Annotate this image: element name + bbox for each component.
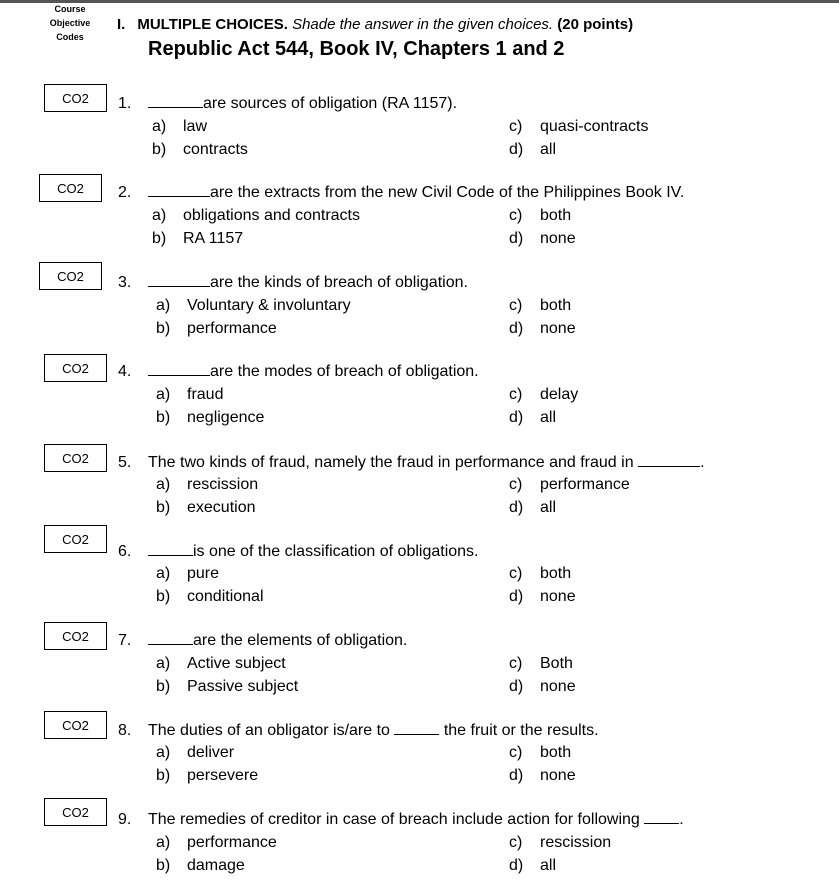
choice-text: negligence xyxy=(187,408,265,426)
choice-text: delay xyxy=(540,386,579,403)
choice-d xyxy=(509,586,576,609)
objective-code-box: CO2 xyxy=(39,174,102,202)
question-stem xyxy=(148,272,468,295)
section-instruction: Shade the answer in the given choices. xyxy=(292,16,554,33)
choice-text: both xyxy=(540,207,572,224)
choice-letter: c) xyxy=(509,118,523,135)
choice-letter: d) xyxy=(509,766,524,784)
choice-b xyxy=(156,855,245,878)
choice-letter: d) xyxy=(509,677,524,695)
choice-text: both xyxy=(540,297,572,314)
choice-letter: a) xyxy=(156,386,171,403)
choice-c xyxy=(509,384,578,407)
choice-text: performance xyxy=(540,476,630,493)
choice-b xyxy=(156,497,256,520)
choice-c xyxy=(509,832,611,855)
choice-d xyxy=(509,855,556,878)
choice-text: all xyxy=(540,408,557,426)
choice-a xyxy=(156,653,286,676)
question-number: 3. xyxy=(118,274,132,291)
choice-d xyxy=(509,228,576,251)
choice-text: Voluntary & involuntary xyxy=(187,297,351,314)
choice-a xyxy=(156,384,223,407)
code-divider-line xyxy=(106,84,107,112)
choice-d xyxy=(509,676,576,699)
code-divider-line xyxy=(106,354,107,382)
choice-a xyxy=(156,742,234,765)
objective-code-box: CO2 xyxy=(44,798,107,826)
question-stem xyxy=(148,93,457,116)
code-divider-line xyxy=(106,798,107,826)
choice-letter: a) xyxy=(156,655,171,672)
choice-letter: c) xyxy=(509,655,523,672)
choice-text: Passive subject xyxy=(187,677,299,695)
choice-c xyxy=(509,653,573,676)
page-top-border xyxy=(0,0,839,3)
choice-a xyxy=(152,116,207,139)
stem-text-after: are sources of obligation (RA 1157). xyxy=(203,95,458,112)
choice-text: none xyxy=(540,229,576,247)
choice-text: execution xyxy=(187,498,256,516)
section-instructions xyxy=(117,16,633,33)
choice-d xyxy=(509,497,556,520)
stem-text-after: . xyxy=(700,454,705,471)
question-stem xyxy=(148,452,705,475)
section-points: (20 points) xyxy=(557,16,634,33)
choice-c xyxy=(509,742,571,765)
question-stem xyxy=(148,809,684,832)
question-stem xyxy=(148,541,479,564)
choice-text: Active subject xyxy=(187,655,286,672)
choice-letter: d) xyxy=(509,319,524,337)
section-number: I. xyxy=(117,16,126,33)
stem-text-after: are the extracts from the new Civil Code of the Philippines Book IV. xyxy=(210,184,685,201)
choice-b xyxy=(156,586,264,609)
question-number: 4. xyxy=(118,363,132,380)
code-divider-line xyxy=(106,622,107,650)
choice-letter: c) xyxy=(509,297,523,314)
choice-text: none xyxy=(540,587,576,605)
choice-text: obligations and contracts xyxy=(183,207,360,224)
choice-letter: b) xyxy=(156,408,171,426)
choice-a xyxy=(156,474,258,497)
choice-text: deliver xyxy=(187,744,235,761)
choice-a xyxy=(156,295,351,318)
choice-letter: c) xyxy=(509,834,523,851)
choice-text: quasi-contracts xyxy=(540,118,649,135)
choice-text: none xyxy=(540,677,576,695)
question-number: 5. xyxy=(118,454,132,471)
choice-letter: b) xyxy=(156,587,171,605)
section-label: MULTIPLE CHOICES. xyxy=(137,16,288,33)
choice-letter: d) xyxy=(509,856,524,874)
choice-d xyxy=(509,139,556,162)
stem-text-before: The duties of an obligator is/are to xyxy=(148,722,390,739)
choice-a xyxy=(156,563,219,586)
choice-letter: a) xyxy=(156,297,171,314)
choice-text: rescission xyxy=(187,476,259,493)
header-line-2: Objective xyxy=(49,18,91,28)
choice-b xyxy=(152,228,243,251)
choice-a xyxy=(152,205,360,228)
choice-text: pure xyxy=(187,565,220,582)
code-divider-line xyxy=(106,711,107,739)
objective-code-box: CO2 xyxy=(44,711,107,739)
stem-text-before: The two kinds of fraud, namely the fraud in performance and fraud in xyxy=(148,454,634,471)
answer-blank xyxy=(148,630,193,645)
answer-blank xyxy=(394,720,439,735)
question-stem xyxy=(148,182,684,205)
choice-text: none xyxy=(540,766,576,784)
answer-blank xyxy=(638,452,700,467)
choice-letter: c) xyxy=(509,744,523,761)
choice-letter: d) xyxy=(509,229,524,247)
choice-c xyxy=(509,474,630,497)
choice-letter: a) xyxy=(156,834,171,851)
choice-letter: a) xyxy=(152,207,167,224)
choice-b xyxy=(156,765,258,788)
choice-letter: b) xyxy=(156,856,171,874)
choice-letter: a) xyxy=(156,565,171,582)
choice-text: all xyxy=(540,140,557,158)
choice-text: RA 1157 xyxy=(183,229,244,247)
question-number: 1. xyxy=(118,95,132,112)
choice-d xyxy=(509,318,576,341)
stem-text-after: are the elements of obligation. xyxy=(193,632,408,649)
question-number: 2. xyxy=(118,184,132,201)
stem-text-after: are the modes of breach of obligation. xyxy=(210,363,479,380)
stem-text-after: are the kinds of breach of obligation. xyxy=(210,274,468,291)
code-divider-line xyxy=(106,444,107,472)
answer-blank xyxy=(148,272,210,287)
choice-letter: c) xyxy=(509,207,523,224)
choice-b xyxy=(156,676,298,699)
choice-a xyxy=(156,832,277,855)
stem-text-after: is one of the classification of obligations. xyxy=(193,543,479,560)
objective-code-box: CO2 xyxy=(44,525,107,553)
choice-text: performance xyxy=(187,319,277,337)
choice-text: contracts xyxy=(183,140,248,158)
answer-blank xyxy=(148,541,193,556)
choice-letter: d) xyxy=(509,498,524,516)
answer-blank xyxy=(148,182,210,197)
question-stem xyxy=(148,630,407,653)
answer-blank xyxy=(148,361,210,376)
choice-text: persevere xyxy=(187,766,259,784)
choice-c xyxy=(509,205,571,228)
answer-blank xyxy=(148,93,203,108)
answer-blank xyxy=(644,809,679,824)
choice-text: none xyxy=(540,319,576,337)
question-number: 9. xyxy=(118,811,132,828)
choice-text: both xyxy=(540,565,572,582)
stem-text-before: The remedies of creditor in case of breach include action for following xyxy=(148,811,640,828)
choice-text: all xyxy=(540,856,557,874)
choice-c xyxy=(509,563,571,586)
question-number: 6. xyxy=(118,543,132,560)
choice-text: Both xyxy=(540,655,573,672)
choice-text: performance xyxy=(187,834,277,851)
choice-letter: b) xyxy=(156,766,171,784)
question-stem xyxy=(148,720,599,743)
objective-code-box: CO2 xyxy=(44,354,107,382)
choice-letter: d) xyxy=(509,408,524,426)
choice-b xyxy=(156,318,277,341)
choice-letter: b) xyxy=(152,229,167,247)
course-objective-codes-header xyxy=(44,2,96,44)
choice-letter: c) xyxy=(509,386,523,403)
choice-c xyxy=(509,295,571,318)
page-title: Republic Act 544, Book IV, Chapters 1 and 2 xyxy=(148,38,565,60)
choice-text: both xyxy=(540,744,572,761)
choice-letter: a) xyxy=(156,476,171,493)
choice-letter: b) xyxy=(152,140,167,158)
choice-letter: b) xyxy=(156,319,171,337)
objective-code-box: CO2 xyxy=(44,444,107,472)
choice-text: law xyxy=(183,118,208,135)
choice-b xyxy=(156,407,264,430)
question-stem xyxy=(148,361,479,384)
choice-letter: b) xyxy=(156,677,171,695)
choice-text: fraud xyxy=(187,386,224,403)
choice-letter: b) xyxy=(156,498,171,516)
choice-letter: a) xyxy=(156,744,171,761)
objective-code-box: CO2 xyxy=(44,84,107,112)
question-number: 8. xyxy=(118,722,132,739)
choice-b xyxy=(152,139,248,162)
code-divider-line xyxy=(101,174,102,202)
question-number: 7. xyxy=(118,632,132,649)
choice-letter: c) xyxy=(509,565,523,582)
header-line-1: Course xyxy=(54,4,86,14)
choice-text: all xyxy=(540,498,557,516)
choice-letter: d) xyxy=(509,140,524,158)
choice-letter: a) xyxy=(152,118,167,135)
stem-text-after: . xyxy=(679,811,684,828)
code-divider-line xyxy=(101,262,102,290)
stem-text-after: the fruit or the results. xyxy=(443,722,599,739)
choice-text: conditional xyxy=(187,587,264,605)
header-line-3: Codes xyxy=(56,32,84,42)
choice-c xyxy=(509,116,649,139)
choice-d xyxy=(509,765,576,788)
choice-letter: d) xyxy=(509,587,524,605)
choice-letter: c) xyxy=(509,476,523,493)
objective-code-box: CO2 xyxy=(44,622,107,650)
code-divider-line xyxy=(106,525,107,553)
choice-text: damage xyxy=(187,856,245,874)
choice-d xyxy=(509,407,556,430)
objective-code-box: CO2 xyxy=(39,262,102,290)
choice-text: rescission xyxy=(540,834,612,851)
